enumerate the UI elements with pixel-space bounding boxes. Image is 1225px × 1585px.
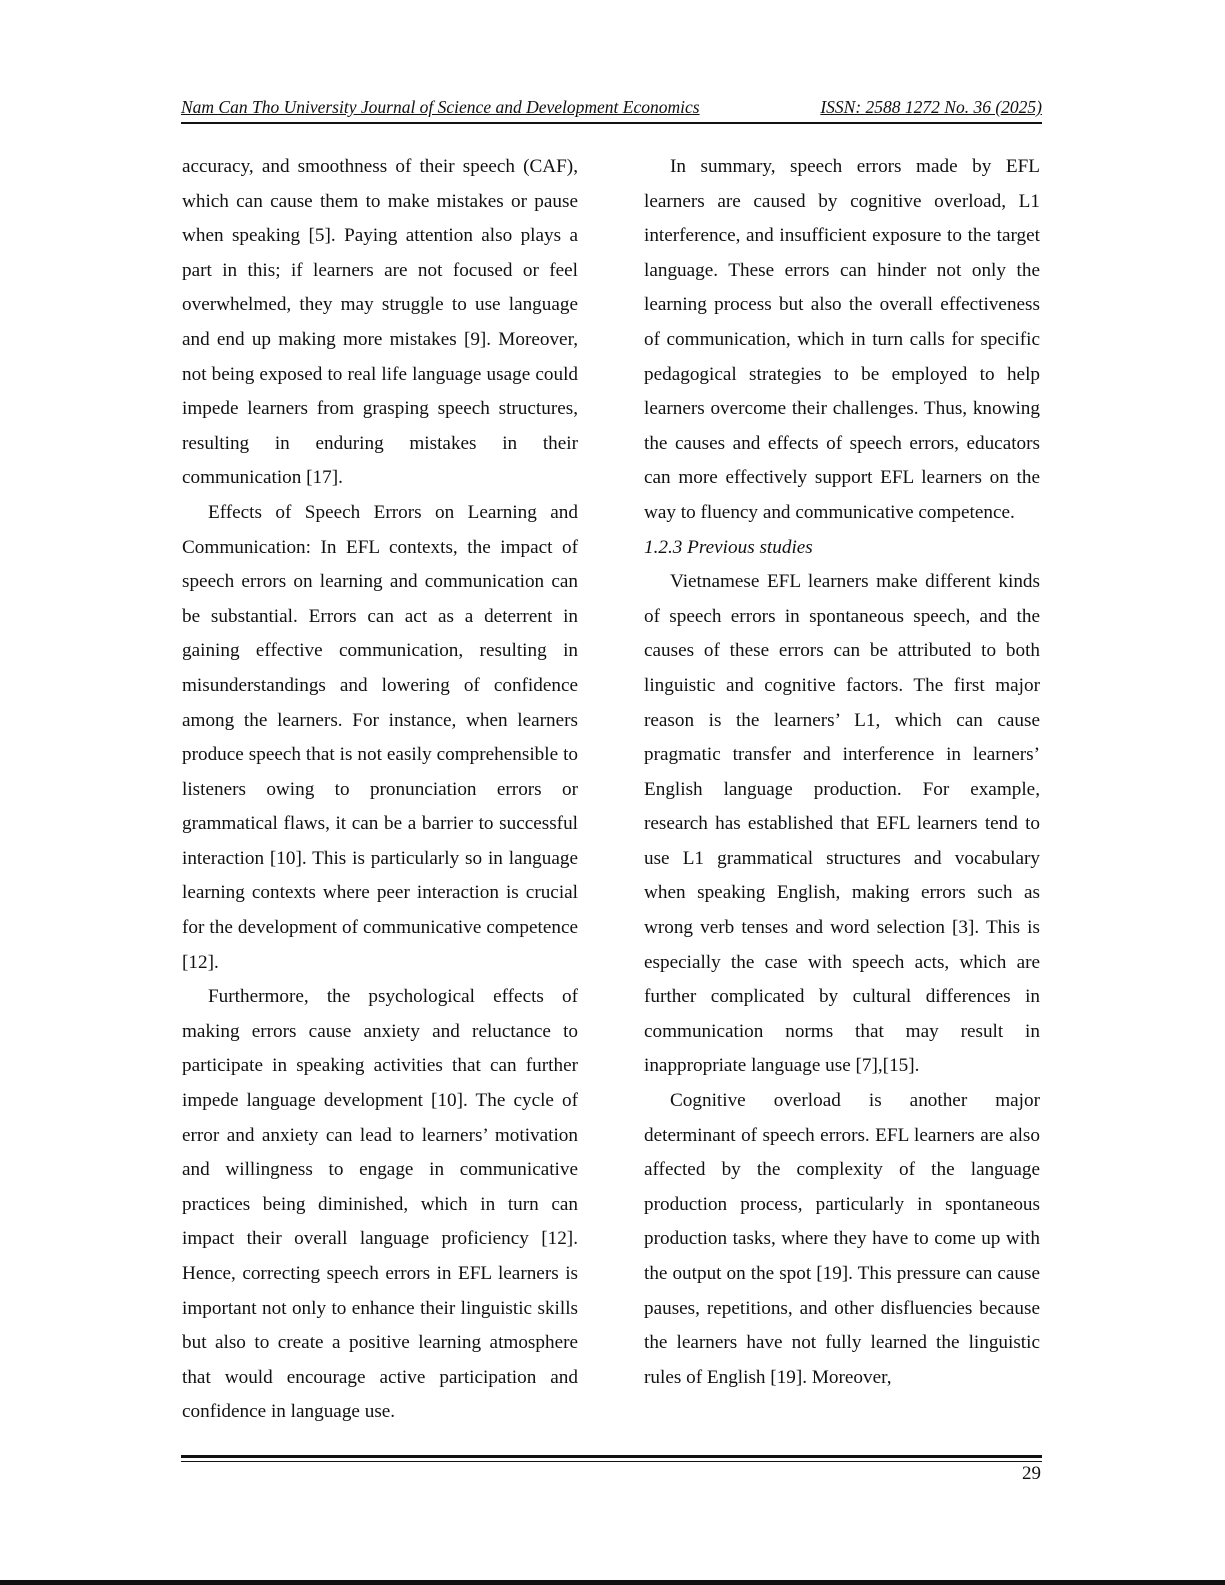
journal-title: Nam Can Tho University Journal of Science and Development Economics — [181, 97, 700, 117]
footer-rule-thick — [181, 1455, 1042, 1458]
paragraph: Vietnamese EFL learners make different kinds of speech errors in spontaneous speech, and the causes of these errors can be attributed to both linguistic and cognitive factors. The first major reason is the learners’ L1, which can cause pragmatic transfer and interference in learners’ English language production. For example, research has established that EFL learners tend to use L1 grammatical structures and vocabulary when speaking English, making errors such as wrong verb tenses and word selection [3]. This is especially the case with speech acts, which are further complicated by cultural differences in communication norms that may result in inappropriate language use [7],[15]. — [644, 571, 1040, 1077]
left-column — [182, 150, 578, 1430]
issn-issue: ISSN: 2588 1272 No. 36 (2025) — [820, 97, 1042, 117]
page-number: 29 — [1022, 1463, 1041, 1484]
paragraph: Furthermore, the psychological effects of making errors cause anxiety and reluctance to participate in speaking activities that can further impede language development [10]. The cycle of error and anxiety can lead to learners’ motivation and willingness to engage in communicative practices being diminished, which in turn can impact their overall language proficiency [12]. Hence, correcting speech errors in EFL learners is important not only to enhance their linguistic skills but also to create a positive learning atmosphere that would encourage active participation and confidence in language use. — [182, 986, 578, 1423]
paragraph: Effects of Speech Errors on Learning and Communication: In EFL contexts, the impact of speech errors on learning and communication can be substantial. Errors can act as a deterrent in gaining effective communication, resulting in misunderstandings and lowering of confidence among the learners. For instance, when learners produce speech that is not easily comprehensible to listeners owing to pronunciation errors or grammatical flaws, it can be a barrier to successful interaction [10]. This is particularly so in language learning contexts where peer interaction is crucial for the development of communicative competence [12]. — [182, 501, 578, 973]
paragraph: accuracy, and smoothness of their speech (CAF), which can cause them to make mistakes or pause when speaking [5]. Paying attention also plays a part in this; if learners are not focused or feel overwhelmed, they may struggle to use language and end up making more mistakes [9]. Moreover, not being exposed to real life language usage could impede learners from grasping speech structures, resulting in enduring mistakes in their communication [17]. — [182, 156, 578, 489]
right-column — [644, 150, 1040, 1395]
running-header — [181, 97, 1042, 125]
header-rule — [181, 122, 1042, 124]
paragraph: Cognitive overload is another major determinant of speech errors. EFL learners are also affected by the complexity of the language production process, particularly in spontaneous production tasks, where they have to come up with the output on the spot [19]. This pressure can cause pauses, repetitions, and other disfluencies because the learners have not fully learned the linguistic rules of English [19]. Moreover, — [644, 1090, 1040, 1388]
footer-rule-thin — [181, 1461, 1042, 1462]
section-subheading: 1.2.3 Previous studies — [644, 536, 813, 558]
bottom-edge-bar — [0, 1580, 1225, 1585]
paragraph: In summary, speech errors made by EFL learners are caused by cognitive overload, L1 interference, and insufficient exposure to the target language. These errors can hinder not only the learning process but also the overall effectiveness of communication, which in turn calls for specific pedagogical strategies to be employed to help learners overcome their challenges. Thus, knowing the causes and effects of speech errors, educators can more effectively support EFL learners on the way to fluency and communicative competence. — [644, 156, 1040, 523]
